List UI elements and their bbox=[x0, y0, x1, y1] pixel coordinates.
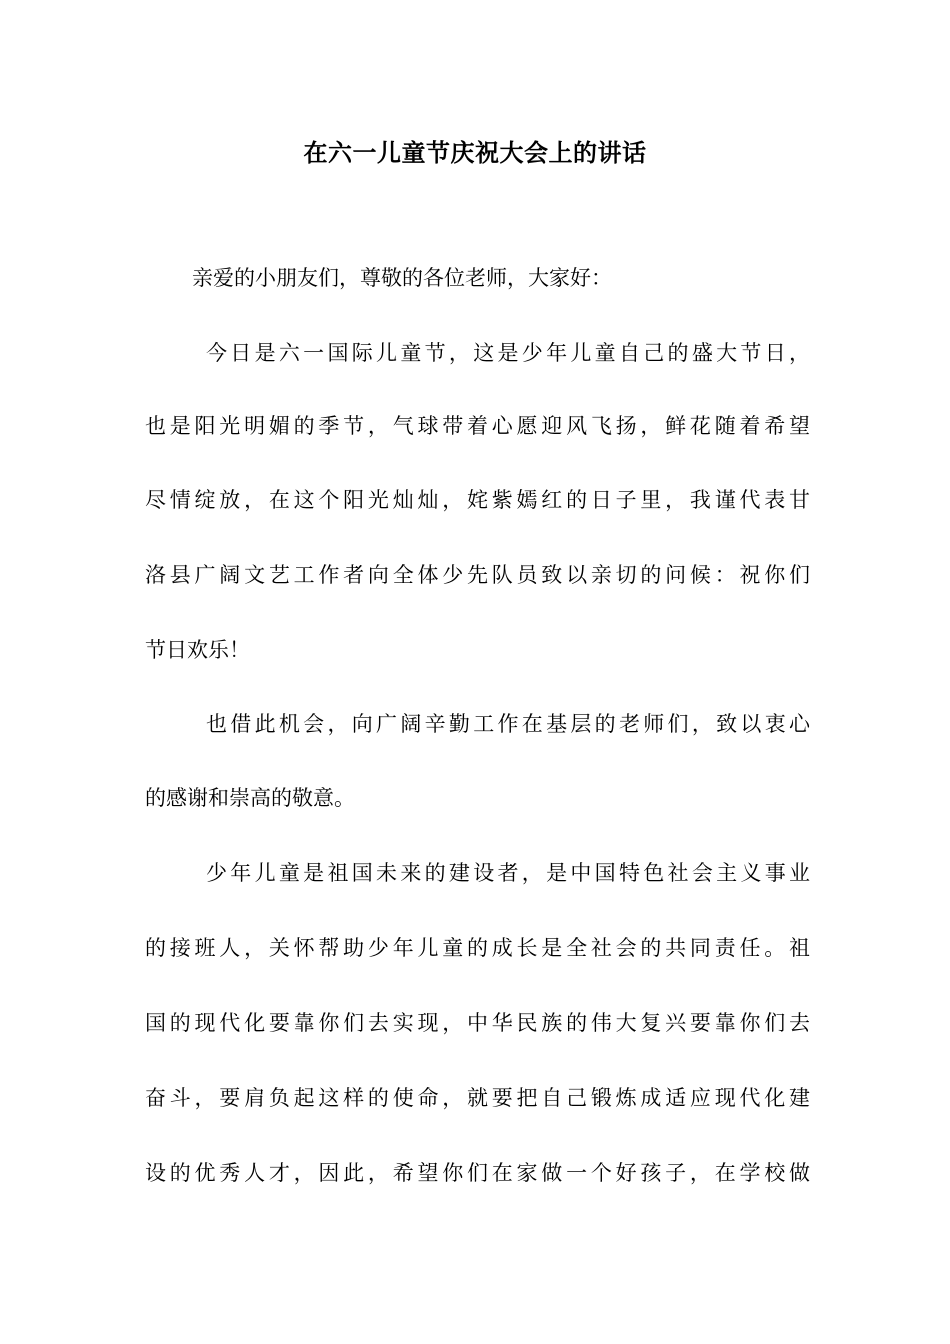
paragraph-line: 的接班人，关怀帮助少年儿童的成长是全社会的共同责任。祖 bbox=[145, 936, 810, 960]
paragraph-line: 设的优秀人才，因此，希望你们在家做一个好孩子，在学校做 bbox=[145, 1161, 810, 1185]
paragraph-line: 洛县广阔文艺工作者向全体少先队员致以亲切的问候：祝你们 bbox=[145, 563, 810, 587]
paragraph-line: 的感谢和崇高的敬意。 bbox=[145, 786, 355, 810]
document-title: 在六一儿童节庆祝大会上的讲话 bbox=[303, 138, 647, 167]
paragraph-line: 也借此机会，向广阔辛勤工作在基层的老师们，致以衷心 bbox=[206, 712, 810, 736]
paragraph-line: 节日欢乐！ bbox=[145, 638, 250, 662]
paragraph-line: 国的现代化要靠你们去实现，中华民族的伟大复兴要靠你们去 bbox=[145, 1011, 810, 1035]
paragraph-line: 也是阳光明媚的季节，气球带着心愿迎风飞扬，鲜花随着希望 bbox=[145, 414, 810, 438]
paragraph-line: 尽情绽放，在这个阳光灿灿，姹紫嫣红的日子里，我谨代表甘 bbox=[145, 488, 810, 512]
greeting-line: 亲爱的小朋友们，尊敬的各位老师，大家好： bbox=[192, 266, 612, 290]
paragraph-line: 今日是六一国际儿童节，这是少年儿童自己的盛大节日， bbox=[206, 341, 810, 365]
paragraph-line: 少年儿童是祖国未来的建设者，是中国特色社会主义事业 bbox=[206, 861, 810, 885]
paragraph-line: 奋斗，要肩负起这样的使命，就要把自己锻炼成适应现代化建 bbox=[145, 1086, 810, 1110]
